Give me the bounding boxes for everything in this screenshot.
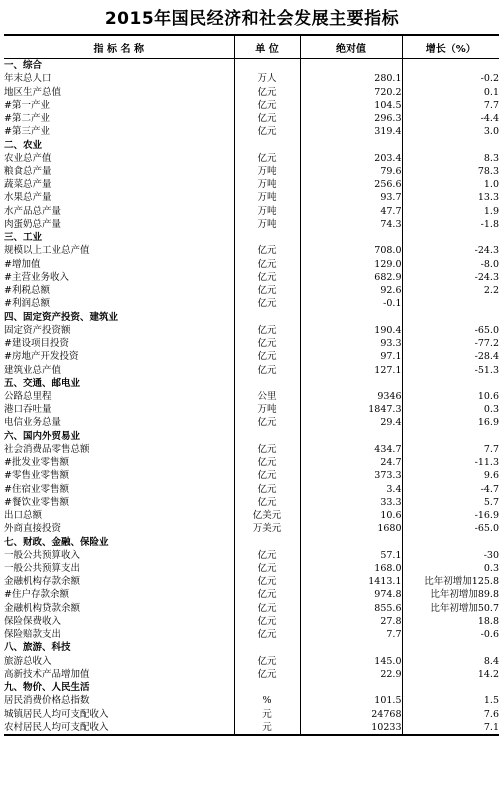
- indicator-name: #主营业务收入: [4, 271, 69, 283]
- unit-cell: 万人: [234, 72, 300, 85]
- section-row: [4, 231, 499, 244]
- value-cell: -0.1: [300, 297, 402, 310]
- growth-cell: [402, 430, 499, 443]
- growth-cell: 1.5: [402, 694, 499, 707]
- unit-cell: 亿元: [234, 152, 300, 165]
- value-cell: 1847.3: [300, 403, 402, 416]
- indicator-name: 金融机构存款余额: [4, 576, 81, 588]
- section-name: 七、财政、金融、保险业: [4, 536, 109, 548]
- indicator-name: 规模以上工业总产值: [4, 245, 90, 257]
- value-cell: 720.2: [300, 85, 402, 98]
- unit-cell: 元: [234, 721, 300, 735]
- unit-cell: 亿元: [234, 125, 300, 138]
- unit-cell: 亿元: [234, 469, 300, 482]
- indicator-name: 一般公共预算支出: [4, 563, 81, 575]
- value-cell: 708.0: [300, 244, 402, 257]
- table-row: [4, 549, 499, 562]
- indicator-name: 水果总产量: [4, 192, 52, 204]
- table-row: [4, 218, 499, 231]
- unit-cell: 亿元: [234, 443, 300, 456]
- indicator-name: 农业总产值: [4, 152, 52, 164]
- growth-cell: -16.9: [402, 509, 499, 522]
- value-cell: 101.5: [300, 694, 402, 707]
- indicator-name: 居民消费价格总指数: [4, 695, 90, 707]
- unit-cell: 亿元: [234, 496, 300, 509]
- unit-cell: 亿元: [234, 549, 300, 562]
- unit-cell: 亿元: [234, 244, 300, 257]
- value-cell: 33.3: [300, 496, 402, 509]
- growth-cell: -0.6: [402, 628, 499, 641]
- value-cell: 145.0: [300, 655, 402, 668]
- table-row: [4, 350, 499, 363]
- value-cell: 29.4: [300, 416, 402, 429]
- value-cell: 24.7: [300, 456, 402, 469]
- growth-cell: 0.3: [402, 562, 499, 575]
- unit-cell: 亿元: [234, 628, 300, 641]
- table-row: [4, 655, 499, 668]
- value-cell: 373.3: [300, 469, 402, 482]
- section-name: 二、农业: [4, 139, 43, 151]
- growth-cell: 13.3: [402, 191, 499, 204]
- growth-cell: 8.3: [402, 152, 499, 165]
- unit-cell: 亿元: [234, 668, 300, 681]
- growth-cell: -4.4: [402, 112, 499, 125]
- growth-cell: 3.0: [402, 125, 499, 138]
- indicator-name: #第一产业: [4, 99, 50, 111]
- value-cell: 7.7: [300, 628, 402, 641]
- value-cell: 3.4: [300, 483, 402, 496]
- growth-cell: [402, 310, 499, 323]
- indicator-name: #增加值: [4, 258, 41, 270]
- unit-cell: 万吨: [234, 191, 300, 204]
- unit-cell: [234, 310, 300, 323]
- unit-cell: 亿元: [234, 258, 300, 271]
- value-cell: [300, 430, 402, 443]
- unit-cell: 亿元: [234, 655, 300, 668]
- value-cell: [300, 535, 402, 548]
- table-row: [4, 602, 499, 615]
- table-row: [4, 562, 499, 575]
- value-cell: [300, 138, 402, 151]
- table-row: [4, 469, 499, 482]
- indicator-name: 金融机构贷款余额: [4, 602, 81, 614]
- indicator-name: 水产品总产量: [4, 205, 62, 217]
- section-name: 五、交通、邮电业: [4, 377, 81, 389]
- table-row: [4, 628, 499, 641]
- growth-cell: -24.3: [402, 271, 499, 284]
- growth-cell: -51.3: [402, 363, 499, 376]
- value-cell: 1413.1: [300, 575, 402, 588]
- indicator-name: 一般公共预算收入: [4, 549, 81, 561]
- unit-cell: 亿元: [234, 562, 300, 575]
- growth-cell: 14.2: [402, 668, 499, 681]
- unit-cell: 元: [234, 707, 300, 720]
- unit-cell: 万吨: [234, 218, 300, 231]
- table-row: [4, 244, 499, 257]
- unit-cell: [234, 681, 300, 694]
- table-row: [4, 707, 499, 720]
- table-row: [4, 721, 499, 735]
- section-row: [4, 535, 499, 548]
- indicator-name: #批发业零售额: [4, 457, 69, 469]
- section-row: [4, 681, 499, 694]
- table-row: [4, 496, 499, 509]
- growth-cell: -4.7: [402, 483, 499, 496]
- table-row: [4, 165, 499, 178]
- indicator-name: 出口总额: [4, 510, 43, 522]
- indicator-name: 地区生产总值: [4, 86, 62, 98]
- unit-cell: 万美元: [234, 522, 300, 535]
- value-cell: 92.6: [300, 284, 402, 297]
- unit-cell: [234, 641, 300, 654]
- value-cell: [300, 59, 402, 73]
- growth-cell: 18.8: [402, 615, 499, 628]
- value-cell: [300, 641, 402, 654]
- unit-cell: 亿美元: [234, 509, 300, 522]
- unit-cell: 亿元: [234, 416, 300, 429]
- unit-cell: [234, 59, 300, 73]
- unit-cell: 亿元: [234, 588, 300, 601]
- growth-cell: [402, 535, 499, 548]
- unit-cell: 亿元: [234, 85, 300, 98]
- growth-cell: 5.7: [402, 496, 499, 509]
- growth-cell: -65.0: [402, 324, 499, 337]
- indicator-name: 社会消费品零售总额: [4, 443, 90, 455]
- value-cell: 24768: [300, 707, 402, 720]
- growth-cell: -28.4: [402, 350, 499, 363]
- indicator-name: #利润总额: [4, 298, 50, 310]
- section-name: 四、固定资产投资、建筑业: [4, 311, 119, 323]
- value-cell: 256.6: [300, 178, 402, 191]
- section-name: 三、工业: [4, 232, 43, 244]
- value-cell: 57.1: [300, 549, 402, 562]
- indicator-name: #零售业零售额: [4, 470, 69, 482]
- growth-cell: -0.2: [402, 72, 499, 85]
- value-cell: [300, 377, 402, 390]
- value-cell: 296.3: [300, 112, 402, 125]
- table-row: [4, 284, 499, 297]
- unit-cell: 亿元: [234, 99, 300, 112]
- indicators-table: [4, 34, 499, 736]
- value-cell: 280.1: [300, 72, 402, 85]
- growth-cell: 2.2: [402, 284, 499, 297]
- indicator-name: #建设项目投资: [4, 338, 69, 350]
- unit-cell: 亿元: [234, 324, 300, 337]
- value-cell: [300, 310, 402, 323]
- table-row: [4, 615, 499, 628]
- indicator-name: 保险赔款支出: [4, 629, 62, 641]
- table-row: [4, 72, 499, 85]
- table-header: [4, 35, 499, 59]
- table-body: [4, 59, 499, 735]
- unit-cell: [234, 138, 300, 151]
- table-row: [4, 205, 499, 218]
- section-name: 九、物价、人民生活: [4, 682, 90, 694]
- value-cell: 319.4: [300, 125, 402, 138]
- growth-cell: 10.6: [402, 390, 499, 403]
- value-cell: 168.0: [300, 562, 402, 575]
- unit-cell: [234, 231, 300, 244]
- value-cell: 9346: [300, 390, 402, 403]
- growth-cell: -1.8: [402, 218, 499, 231]
- unit-cell: [234, 377, 300, 390]
- table-row: [4, 694, 499, 707]
- table-row: [4, 390, 499, 403]
- growth-cell: [402, 297, 499, 310]
- value-cell: 1680: [300, 522, 402, 535]
- indicator-name: #房地产开发投资: [4, 351, 79, 363]
- section-name: 八、旅游、科技: [4, 642, 71, 654]
- value-cell: 10.6: [300, 509, 402, 522]
- indicator-name: 旅游总收入: [4, 655, 52, 667]
- value-cell: 682.9: [300, 271, 402, 284]
- growth-cell: -8.0: [402, 258, 499, 271]
- indicator-name: 公路总里程: [4, 390, 52, 402]
- table-row: [4, 416, 499, 429]
- indicator-name: #利税总额: [4, 285, 50, 297]
- section-row: [4, 59, 499, 73]
- unit-cell: 亿元: [234, 112, 300, 125]
- section-row: [4, 138, 499, 151]
- header-growth: 增长（%）: [402, 35, 499, 59]
- growth-cell: 1.9: [402, 205, 499, 218]
- growth-cell: 7.7: [402, 443, 499, 456]
- unit-cell: 亿元: [234, 271, 300, 284]
- unit-cell: 亿元: [234, 363, 300, 376]
- indicator-name: 蔬菜总产量: [4, 179, 52, 191]
- section-name: 六、国内外贸易业: [4, 430, 81, 442]
- table-row: [4, 363, 499, 376]
- growth-cell: [402, 59, 499, 73]
- growth-cell: 8.4: [402, 655, 499, 668]
- table-row: [4, 403, 499, 416]
- growth-cell: 7.7: [402, 99, 499, 112]
- table-row: [4, 668, 499, 681]
- table-row: [4, 85, 499, 98]
- unit-cell: 亿元: [234, 483, 300, 496]
- indicator-name: #餐饮业零售额: [4, 496, 69, 508]
- indicator-name: 港口吞吐量: [4, 404, 52, 416]
- growth-cell: -77.2: [402, 337, 499, 350]
- value-cell: [300, 231, 402, 244]
- growth-cell: -11.3: [402, 456, 499, 469]
- value-cell: 855.6: [300, 602, 402, 615]
- indicator-name: #住户存款余额: [4, 589, 69, 601]
- section-row: [4, 430, 499, 443]
- indicator-name: 粮食总产量: [4, 165, 52, 177]
- indicator-name: 外商直接投资: [4, 523, 62, 535]
- table-row: [4, 112, 499, 125]
- table-row: [4, 258, 499, 271]
- table-row: [4, 324, 499, 337]
- unit-cell: 亿元: [234, 575, 300, 588]
- unit-cell: 万吨: [234, 205, 300, 218]
- growth-cell: -24.3: [402, 244, 499, 257]
- growth-cell: 0.3: [402, 403, 499, 416]
- unit-cell: 亿元: [234, 337, 300, 350]
- growth-cell: 16.9: [402, 416, 499, 429]
- indicator-name: #住宿业零售额: [4, 483, 69, 495]
- indicator-name: #第三产业: [4, 126, 50, 138]
- value-cell: 190.4: [300, 324, 402, 337]
- value-cell: 104.5: [300, 99, 402, 112]
- unit-cell: 万吨: [234, 165, 300, 178]
- table-row: [4, 297, 499, 310]
- growth-cell: [402, 231, 499, 244]
- section-name: 一、综合: [4, 60, 43, 72]
- growth-cell: [402, 641, 499, 654]
- unit-cell: [234, 430, 300, 443]
- value-cell: 47.7: [300, 205, 402, 218]
- indicator-name: 高新技术产品增加值: [4, 668, 90, 680]
- value-cell: [300, 681, 402, 694]
- table-row: [4, 178, 499, 191]
- growth-cell: [402, 138, 499, 151]
- value-cell: 127.1: [300, 363, 402, 376]
- indicator-name: 肉蛋奶总产量: [4, 218, 62, 230]
- value-cell: 79.6: [300, 165, 402, 178]
- value-cell: 74.3: [300, 218, 402, 231]
- table-row: [4, 483, 499, 496]
- table-row: [4, 271, 499, 284]
- indicator-name: 农村居民人均可支配收入: [4, 721, 234, 735]
- table-row: [4, 575, 499, 588]
- section-row: [4, 310, 499, 323]
- section-row: [4, 641, 499, 654]
- table-row: [4, 99, 499, 112]
- section-row: [4, 377, 499, 390]
- unit-cell: 公里: [234, 390, 300, 403]
- header-name: 指 标 名 称: [4, 35, 234, 59]
- value-cell: 434.7: [300, 443, 402, 456]
- unit-cell: 亿元: [234, 602, 300, 615]
- growth-cell: 7.1: [402, 721, 499, 735]
- table-row: [4, 191, 499, 204]
- unit-cell: 亿元: [234, 297, 300, 310]
- header-value: 绝对值: [300, 35, 402, 59]
- page-title: 2015年国民经济和社会发展主要指标: [104, 9, 400, 29]
- indicator-name: 保险保费收入: [4, 615, 62, 627]
- value-cell: 27.8: [300, 615, 402, 628]
- growth-cell: [402, 681, 499, 694]
- growth-cell: 1.0: [402, 178, 499, 191]
- value-cell: 129.0: [300, 258, 402, 271]
- table-row: [4, 125, 499, 138]
- indicator-name: 固定资产投资额: [4, 324, 71, 336]
- table-row: [4, 152, 499, 165]
- header-unit: 单 位: [234, 35, 300, 59]
- unit-cell: 万吨: [234, 403, 300, 416]
- unit-cell: 亿元: [234, 615, 300, 628]
- value-cell: 93.3: [300, 337, 402, 350]
- unit-cell: 亿元: [234, 350, 300, 363]
- value-cell: 974.8: [300, 588, 402, 601]
- value-cell: 203.4: [300, 152, 402, 165]
- indicator-name: 电信业务总量: [4, 417, 62, 429]
- unit-cell: 万吨: [234, 178, 300, 191]
- table-row: [4, 456, 499, 469]
- value-cell: 10233: [300, 721, 402, 735]
- table-row: [4, 443, 499, 456]
- table-row: [4, 337, 499, 350]
- indicator-name: 建筑业总产值: [4, 364, 62, 376]
- growth-cell: [402, 377, 499, 390]
- indicator-name: 城镇居民人均可支配收入: [4, 708, 109, 720]
- growth-cell: -65.0: [402, 522, 499, 535]
- growth-cell: 0.1: [402, 85, 499, 98]
- growth-cell: 比年初增加89.8: [402, 588, 499, 601]
- growth-cell: 比年初增加50.7: [402, 602, 499, 615]
- growth-cell: 9.6: [402, 469, 499, 482]
- table-row: [4, 509, 499, 522]
- table-row: [4, 588, 499, 601]
- indicator-name: 年末总人口: [4, 73, 52, 85]
- indicator-name: #第二产业: [4, 113, 50, 125]
- value-cell: 97.1: [300, 350, 402, 363]
- growth-cell: 7.6: [402, 707, 499, 720]
- unit-cell: 亿元: [234, 284, 300, 297]
- table-row: [4, 522, 499, 535]
- growth-cell: -30: [402, 549, 499, 562]
- unit-cell: [234, 535, 300, 548]
- growth-cell: 比年初增加125.8: [402, 575, 499, 588]
- value-cell: 93.7: [300, 191, 402, 204]
- unit-cell: 亿元: [234, 456, 300, 469]
- growth-cell: 78.3: [402, 165, 499, 178]
- value-cell: 22.9: [300, 668, 402, 681]
- unit-cell: %: [234, 694, 300, 707]
